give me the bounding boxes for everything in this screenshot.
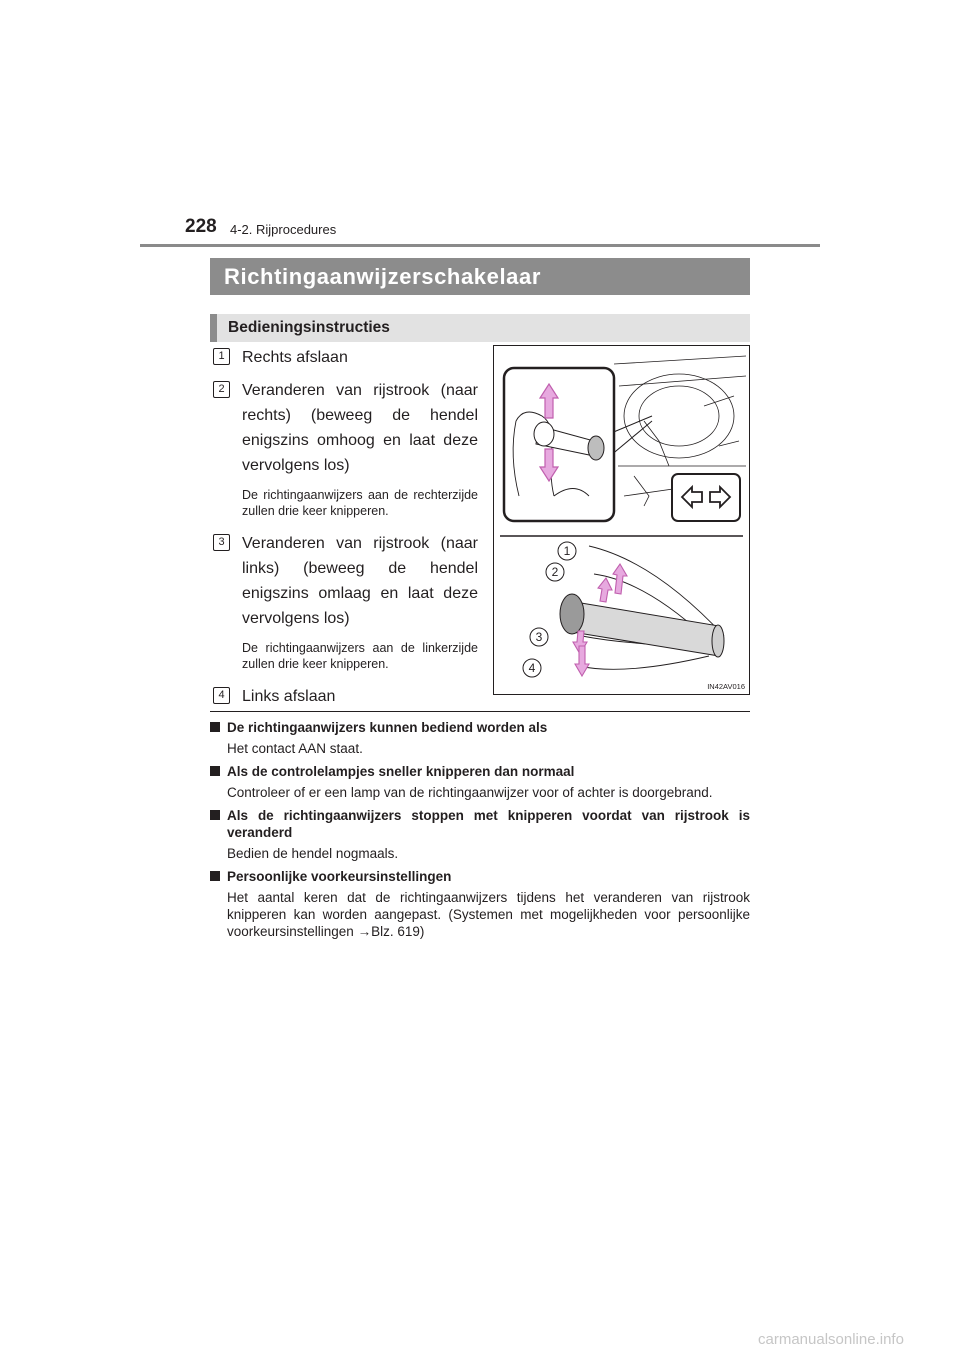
step-text-1: Rechts afslaan xyxy=(242,349,348,366)
square-bullet-icon xyxy=(210,871,220,881)
note-heading-4: Persoonlijke voorkeursinstellingen xyxy=(210,868,750,885)
step-number-1: 1 xyxy=(213,348,230,365)
notes-list xyxy=(210,719,750,940)
turn-signal-illustration xyxy=(493,345,750,695)
callout-label-4: 4 xyxy=(528,661,536,675)
section-divider xyxy=(210,711,750,712)
step-note-3: De richtingaanwijzers aan de linkerzijde zullen drie keer knipperen. xyxy=(242,641,478,671)
step-item-2 xyxy=(213,378,478,519)
note-body-3: Bedien de hendel nogmaals. xyxy=(227,846,399,861)
note-body-1: Het contact AAN staat. xyxy=(227,741,363,756)
step-item-3 xyxy=(213,531,478,672)
step-text-4: Links afslaan xyxy=(242,688,336,705)
step-text-2: Veranderen van rijstrook (naar rechts) (beweeg de hendel enigszins omhoog en laat deze vervolgens los) xyxy=(242,382,478,474)
breadcrumb: 4-2. Rijprocedures xyxy=(230,222,337,237)
callout-label-2: 2 xyxy=(551,565,559,579)
figure-code: IN42AV016 xyxy=(707,682,745,691)
step-number-4: 4 xyxy=(213,687,230,704)
note-heading-3: Als de richtingaanwijzers stoppen met knipperen voordat van rijstrook is veranderd xyxy=(210,807,750,841)
callout-label-1: 1 xyxy=(563,544,571,558)
watermark: carmanualsonline.info xyxy=(758,1331,904,1348)
square-bullet-icon xyxy=(210,722,220,732)
section-title: Richtingaanwijzerschakelaar xyxy=(210,258,750,295)
step-list xyxy=(213,345,478,709)
square-bullet-icon xyxy=(210,766,220,776)
step-note-2: De richtingaanwijzers aan de rechterzijde zullen drie keer knipperen. xyxy=(242,488,478,518)
page-number: 228 xyxy=(185,216,217,237)
header-rule xyxy=(140,244,820,247)
step-item-1 xyxy=(213,345,478,370)
step-number-3: 3 xyxy=(213,534,230,551)
illustration-drawing xyxy=(494,346,749,694)
square-bullet-icon xyxy=(210,810,220,820)
callout-label-3: 3 xyxy=(535,630,543,644)
step-item-4 xyxy=(213,684,478,709)
note-body-4: Het aantal keren dat de richtingaanwijzers tijdens het veranderen van rijstrook knipperen kan worden aangepast. (Systemen met mogelijkheden voor persoonlijke voorkeursinstellingen →Blz. 619) xyxy=(227,890,750,939)
step-text-3: Veranderen van rijstrook (naar links) (beweeg de hendel enigszins omlaag en laat deze vervolgens los) xyxy=(242,535,478,627)
note-heading-2: Als de controlelampjes sneller knipperen dan normaal xyxy=(210,763,750,780)
note-heading-1: De richtingaanwijzers kunnen bediend worden als xyxy=(210,719,750,736)
note-body-2: Controleer of er een lamp van de richtingaanwijzer voor of achter is doorgebrand. xyxy=(227,785,713,800)
subsection-title: Bedieningsinstructies xyxy=(210,314,750,342)
step-number-2: 2 xyxy=(213,381,230,398)
